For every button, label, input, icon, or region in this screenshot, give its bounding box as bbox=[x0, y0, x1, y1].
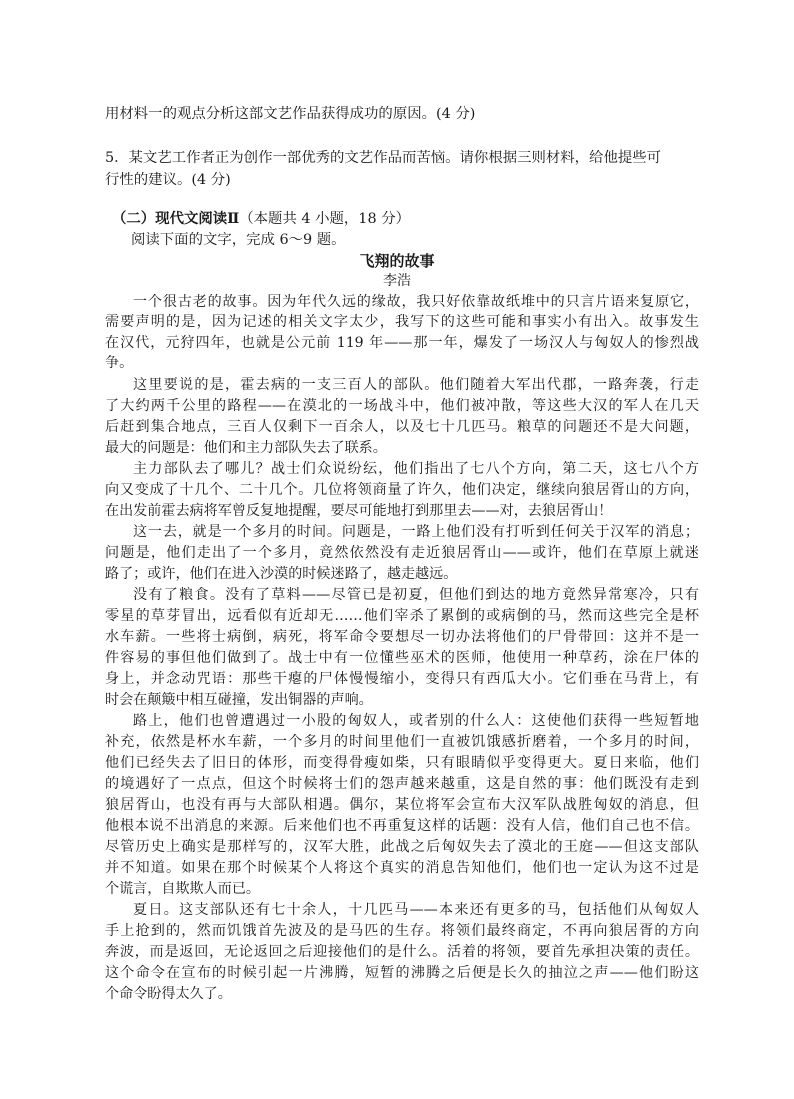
article-line: 这里要说的是，霍去病的一支三百人的部队。他们随着大军出代郡，一路奔袭，行走 bbox=[133, 377, 699, 393]
question-5-line-2: 行性的建议。(4 分) bbox=[105, 172, 231, 188]
article-line: 后赶到集合地点，三百人仅剩下一百余人，以及七十几匹马。粮草的问题还不是大问题， bbox=[105, 419, 699, 435]
section-heading-title: （二）现代文阅读Ⅱ bbox=[112, 210, 240, 227]
article-line: 狼居胥山，也没有再与大部队相遇。偶尔，某位将军会宣布大汉军队战胜匈奴的消息，但 bbox=[105, 797, 699, 813]
article-line: 主力部队去了哪儿？战士们众说纷纭，他们指出了七八个方向，第二天，这七八个方 bbox=[133, 461, 699, 477]
article-line: 的境遇好了一点点，但这个时候将士们的怨声越来越重，这是自然的事：他们既没有走到 bbox=[105, 776, 699, 792]
question-4-tail: 用材料一的观点分析这部文艺作品获得成功的原因。(4 分) bbox=[105, 106, 476, 122]
article-line: 了大约两千公里的路程——在漠北的一场战斗中，他们被冲散，等这些大汉的军人在几天 bbox=[105, 398, 699, 414]
article-author: 李浩 bbox=[383, 273, 411, 289]
article-line: 补充，依然是杯水车薪，一个多月的时间里他们一直被饥饿感折磨着，一个多月的时间， bbox=[105, 734, 699, 750]
article-line: 时会在颠簸中相互碰撞，发出铜器的声响。 bbox=[105, 692, 373, 708]
article-line: 个命令盼得太久了。 bbox=[105, 986, 232, 1002]
article-line: 争。 bbox=[105, 355, 134, 371]
article-line: 奔波，而是返回，无论返回之后迎接他们的是什么。活着的将领，要首先承担决策的责任。 bbox=[105, 944, 699, 960]
article-line: 问题是，他们走出了一个多月，竟然依然没有走近狼居胥山——或许，他们在草原上就迷 bbox=[105, 545, 699, 561]
article-line: 最大的问题是：他们和主力部队失去了联系。 bbox=[105, 440, 387, 456]
article-line: 夏日。这支部队还有七十余人，十几匹马——本来还有更多的马，包括他们从匈奴人 bbox=[133, 902, 699, 918]
article-line: 在汉代，元狩四年，也就是公元前 119 年——那一年，爆发了一场汉人与匈奴人的惨烈战 bbox=[105, 335, 699, 351]
article-line: 个谎言，自欺欺人而已。 bbox=[105, 881, 261, 897]
article-line: 在出发前霍去病将军曾反复地提醒，要尽可能地打到那里去——对，去狼居胥山！ bbox=[105, 503, 613, 519]
article-line: 件容易的事但他们做到了。战士中有一位懂些巫术的医师，他使用一种草药，涂在尸体的 bbox=[105, 650, 699, 666]
section-heading-detail: （本题共 4 小题，18 分） bbox=[239, 211, 410, 227]
article-line: 身上，并念动咒语：那些干瘪的尸体慢慢缩小，变得只有西瓜大小。它们垂在马背上，有 bbox=[105, 671, 699, 687]
article-line: 他们已经失去了旧日的体形，而变得骨瘦如柴，只有眼睛似乎变得更大。夏日来临，他们 bbox=[105, 755, 699, 771]
article-line: 并不知道。如果在那个时候某个人将这个真实的消息告知他们，他们也一定认为这不过是 bbox=[105, 860, 699, 876]
article-line: 向又变成了十几个、二十几个。几位将领商量了许久，他们决定，继续向狼居胥山的方向， bbox=[105, 482, 699, 498]
article-line: 尽管历史上确实是那样写的，汉军大胜，此战之后匈奴失去了漠北的王庭——但这支部队 bbox=[105, 839, 699, 855]
section-heading bbox=[112, 209, 712, 229]
article-line: 零星的草芽冒出，远看似有近却无……他们宰杀了累倒的或病倒的马，然而这些完全是杯 bbox=[105, 608, 699, 624]
section-instruction: 阅读下面的文字，完成 6～9 题。 bbox=[131, 232, 346, 248]
article-line: 手上抢到的，然而饥饿首先波及的是马匹的生存。将领们最终商定，不再向狼居胥的方向 bbox=[105, 923, 699, 939]
article-line: 需要声明的是，因为记述的相关文字太少，我写下的这些可能和事实小有出入。故事发生 bbox=[105, 314, 699, 330]
article-line: 一个很古老的故事。因为年代久远的缘故，我只好依靠故纸堆中的只言片语来复原它， bbox=[133, 294, 699, 310]
article-line: 这一去，就是一个多月的时间。问题是，一路上他们没有打听到任何关于汉军的消息； bbox=[133, 524, 699, 540]
article-line: 路了；或许，他们在进入沙漠的时候迷路了，越走越远。 bbox=[105, 566, 458, 582]
article-line: 这个命令在宣布的时候引起一片沸腾，短暂的沸腾之后便是长久的抽泣之声——他们盼这 bbox=[105, 965, 699, 981]
article-line: 没有了粮食。没有了草料——尽管已是初夏，但他们到达的地方竟然异常寒冷，只有 bbox=[133, 587, 699, 603]
article-line: 路上，他们也曾遭遇过一小股的匈奴人，或者别的什么人：这使他们获得一些短暂地 bbox=[133, 713, 699, 729]
article-title: 飞翔的故事 bbox=[359, 252, 435, 270]
article-line: 水车薪。一些将士病倒，病死，将军命令要想尽一切办法将他们的尸骨带回：这并不是一 bbox=[105, 629, 699, 645]
article-line: 他根本说不出消息的来源。后来他们也不再重复这样的话题：没有人信，他们自己也不信。 bbox=[105, 818, 699, 834]
question-5-line-1: 5．某文艺工作者正为创作一部优秀的文艺作品而苦恼。请你根据三则材料，给他提些可 bbox=[105, 150, 662, 166]
